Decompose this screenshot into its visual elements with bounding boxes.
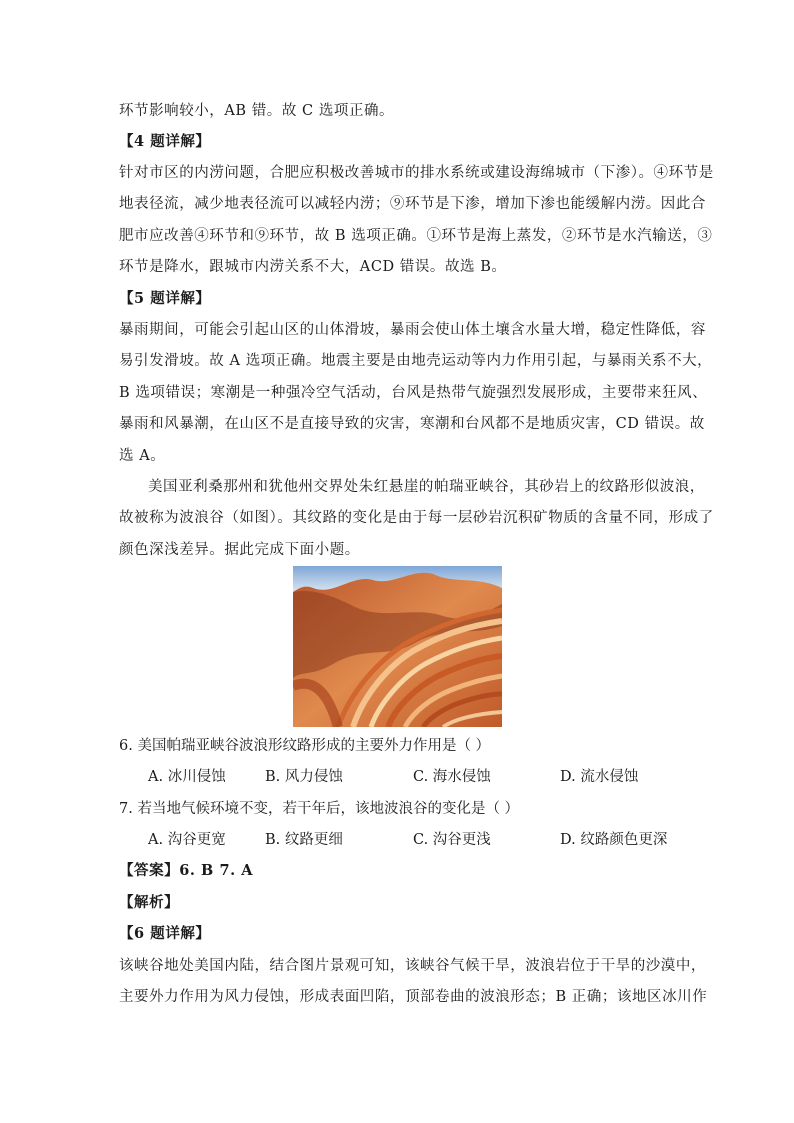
q7-option-c: C. 沟谷更浅 xyxy=(413,832,491,848)
text-line: 肥市应改善④环节和⑨环节，故 B 选项正确。①环节是海上蒸发，②环节是水汽输送，③ xyxy=(119,228,713,244)
text-line: 地表径流，减少地表径流可以减轻内涝；⑨环节是下渗，增加下渗也能缓解内涝。因此合 xyxy=(119,196,706,212)
text-line: B 选项错误；寒潮是一种强冷空气活动，台风是热带气旋强烈发展形成，主要带来狂风、 xyxy=(119,385,708,401)
section-heading: 【4 题详解】 xyxy=(119,133,211,150)
text-line: 易引发滑坡。故 A 选项正确。地震主要是由地壳运动等内力作用引起，与暴雨关系不大， xyxy=(119,353,713,369)
q7-option-d: D. 纹路颜色更深 xyxy=(560,832,668,848)
q7-option-a: A. 沟谷更宽 xyxy=(148,832,226,848)
paragraph-line: 颜色深浅差异。据此完成下面小题。 xyxy=(119,542,360,558)
text-line: 暴雨和风暴潮，在山区不是直接导致的灾害，寒潮和台风都不是地质灾害，CD 错误。故 xyxy=(119,416,705,432)
paragraph-line: 故被称为波浪谷（如图）。其纹路的变化是由于每一层砂岩沉积矿物质的含量不同，形成了 xyxy=(119,510,714,526)
text-line: 针对市区的内涝问题，合肥应积极改善城市的排水系统或建设海绵城市（下渗）。④环节是 xyxy=(119,165,714,181)
text-line: 环节影响较小，AB 错。故 C 选项正确。 xyxy=(119,103,395,119)
answer-line: 【答案】6. B 7. A xyxy=(119,862,254,879)
section-heading: 【5 题详解】 xyxy=(119,290,211,307)
section-heading: 【6 题详解】 xyxy=(119,925,211,942)
q6-option-b: B. 风力侵蚀 xyxy=(265,769,343,785)
text-line: 主要外力作用为风力侵蚀，形成表面凹陷，顶部卷曲的波浪形态；B 正确；该地区冰川作 xyxy=(119,989,708,1005)
text-line: 暴雨期间，可能会引起山区的山体滑坡，暴雨会使山体土壤含水量大增，稳定性降低，容 xyxy=(119,322,706,338)
text-line: 该峡谷地处美国内陆，结合图片景观可知，该峡谷气候干旱，波浪岩位于干旱的沙漠中， xyxy=(119,958,706,974)
paragraph-line: 美国亚利桑那州和犹他州交界处朱红悬崖的帕瑞亚峡谷，其砂岩上的纹路形似波浪， xyxy=(148,479,705,495)
q7-option-b: B. 纹路更细 xyxy=(265,832,343,848)
wave-canyon-photo xyxy=(293,566,502,727)
q6-option-c: C. 海水侵蚀 xyxy=(413,769,491,785)
question-7-stem: 7. 若当地气候环境不变，若干年后，该地波浪谷的变化是（ ） xyxy=(119,801,520,817)
analysis-heading: 【解析】 xyxy=(119,894,180,911)
q6-option-a: A. 冰川侵蚀 xyxy=(148,769,226,785)
question-6-stem: 6. 美国帕瑞亚峡谷波浪形纹路形成的主要外力作用是（ ） xyxy=(119,738,491,754)
q6-option-d: D. 流水侵蚀 xyxy=(560,769,639,785)
text-line: 环节是降水，跟城市内涝关系不大，ACD 错误。故选 B。 xyxy=(119,259,507,275)
text-line: 选 A。 xyxy=(119,448,166,464)
